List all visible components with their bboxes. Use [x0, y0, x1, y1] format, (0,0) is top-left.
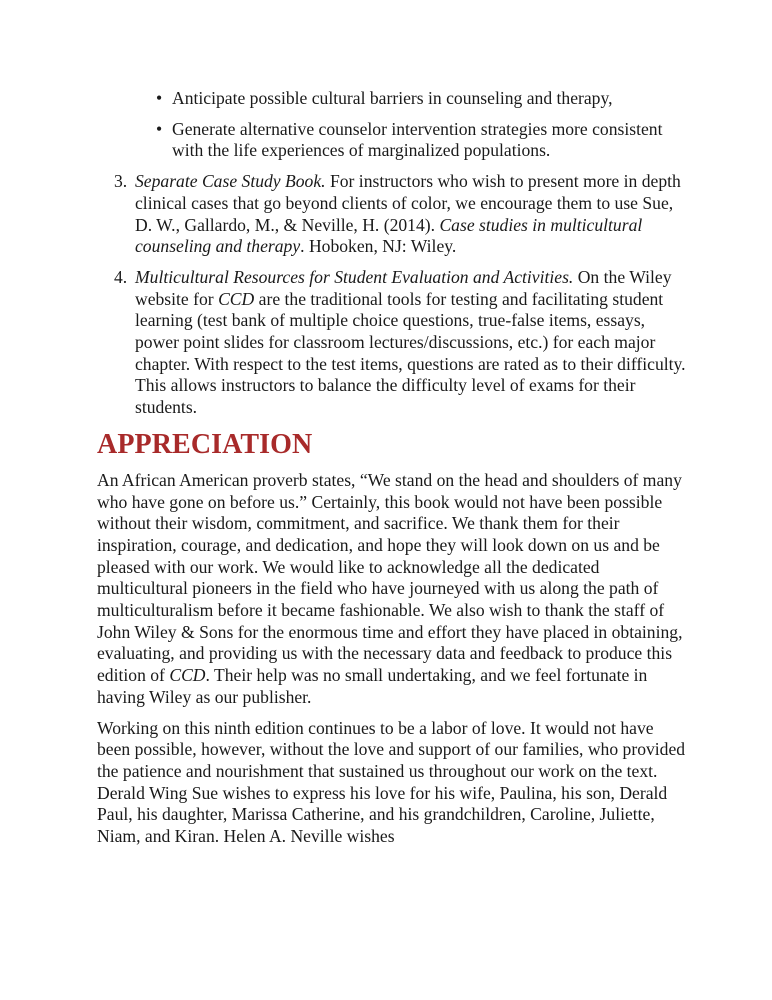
paragraph-book-abbrev: CCD [169, 665, 206, 686]
item-number: 4. [114, 266, 128, 287]
list-item [114, 266, 687, 419]
paragraph-text: An African American proverb states, “We stand on the head and shoulders of many who have gone on before us.” Certainly, this book would not have been possible without their wisdom, commitment, and sacrifice. We thank them for their inspiration, courage, and dedication, and hope they will look down on us and be pleased with our work. We would like to acknowledge all the dedicated multicultural pioneers in the field who have journeyed with us along the path of multiculturalism before it became fashionable. We also wish to thank the staff of John Wiley & Sons for the enormous time and effort they have placed in obtaining, evaluating, and providing us with the necessary data and feedback to produce this edition of [97, 469, 683, 686]
item-text-end: . Hoboken, NJ: Wiley. [300, 236, 457, 257]
bullet-text: Generate alternative counselor intervention strategies more consistent with the life experiences of marginalized populations. [172, 118, 663, 161]
item-text: For instructors who wish to present more in depth clinical cases that go beyond clients of color, we encourage them to use Sue, D. W., Gallardo, M., & Neville, H. (2014). [135, 171, 681, 235]
numbered-list [97, 171, 687, 419]
item-text: On the Wiley website for [135, 266, 672, 309]
bullet-text: Anticipate possible cultural barriers in counseling and therapy, [172, 88, 613, 108]
bullet-item [172, 119, 687, 162]
body-paragraph [97, 470, 687, 709]
item-book-title: Case studies in multicultural counseling and therapy [135, 214, 643, 257]
bullet-item [172, 88, 687, 110]
section-heading: APPRECIATION [97, 428, 313, 460]
item-book-abbrev: CCD [218, 288, 255, 309]
item-text-end: are the traditional tools for testing and facilitating student learning (test bank of multiple choice questions, true-false items, essays, power point slides for classroom lectures/discussions, etc.) for each major chapter. With respect to the test items, questions are rated as to their difficulty. This allows instructors to balance the difficulty level of exams for their students. [135, 288, 686, 418]
body-paragraph: Working on this ninth edition continues to be a labor of love. It would not have been possible, however, without the love and support of our families, who provided the patience and nourishment that sustained us throughout our work on the text. Derald Wing Sue wishes to express his love for his wife, Paulina, his son, Derald Paul, his daughter, Marissa Catherine, and his grandchildren, Caroline, Juliette, Niam, and Kiran. Helen A. Neville wishes [97, 717, 686, 847]
document-page [97, 88, 687, 857]
list-item [114, 171, 687, 258]
bullet-list [97, 88, 687, 162]
item-title: Separate Case Study Book. [135, 171, 326, 192]
paragraph-text-end: . Their help was no small undertaking, and we feel fortunate in having Wiley as our publisher. [97, 665, 648, 707]
item-title: Multicultural Resources for Student Evaluation and Activities. [135, 266, 574, 287]
item-number: 3. [114, 171, 128, 192]
